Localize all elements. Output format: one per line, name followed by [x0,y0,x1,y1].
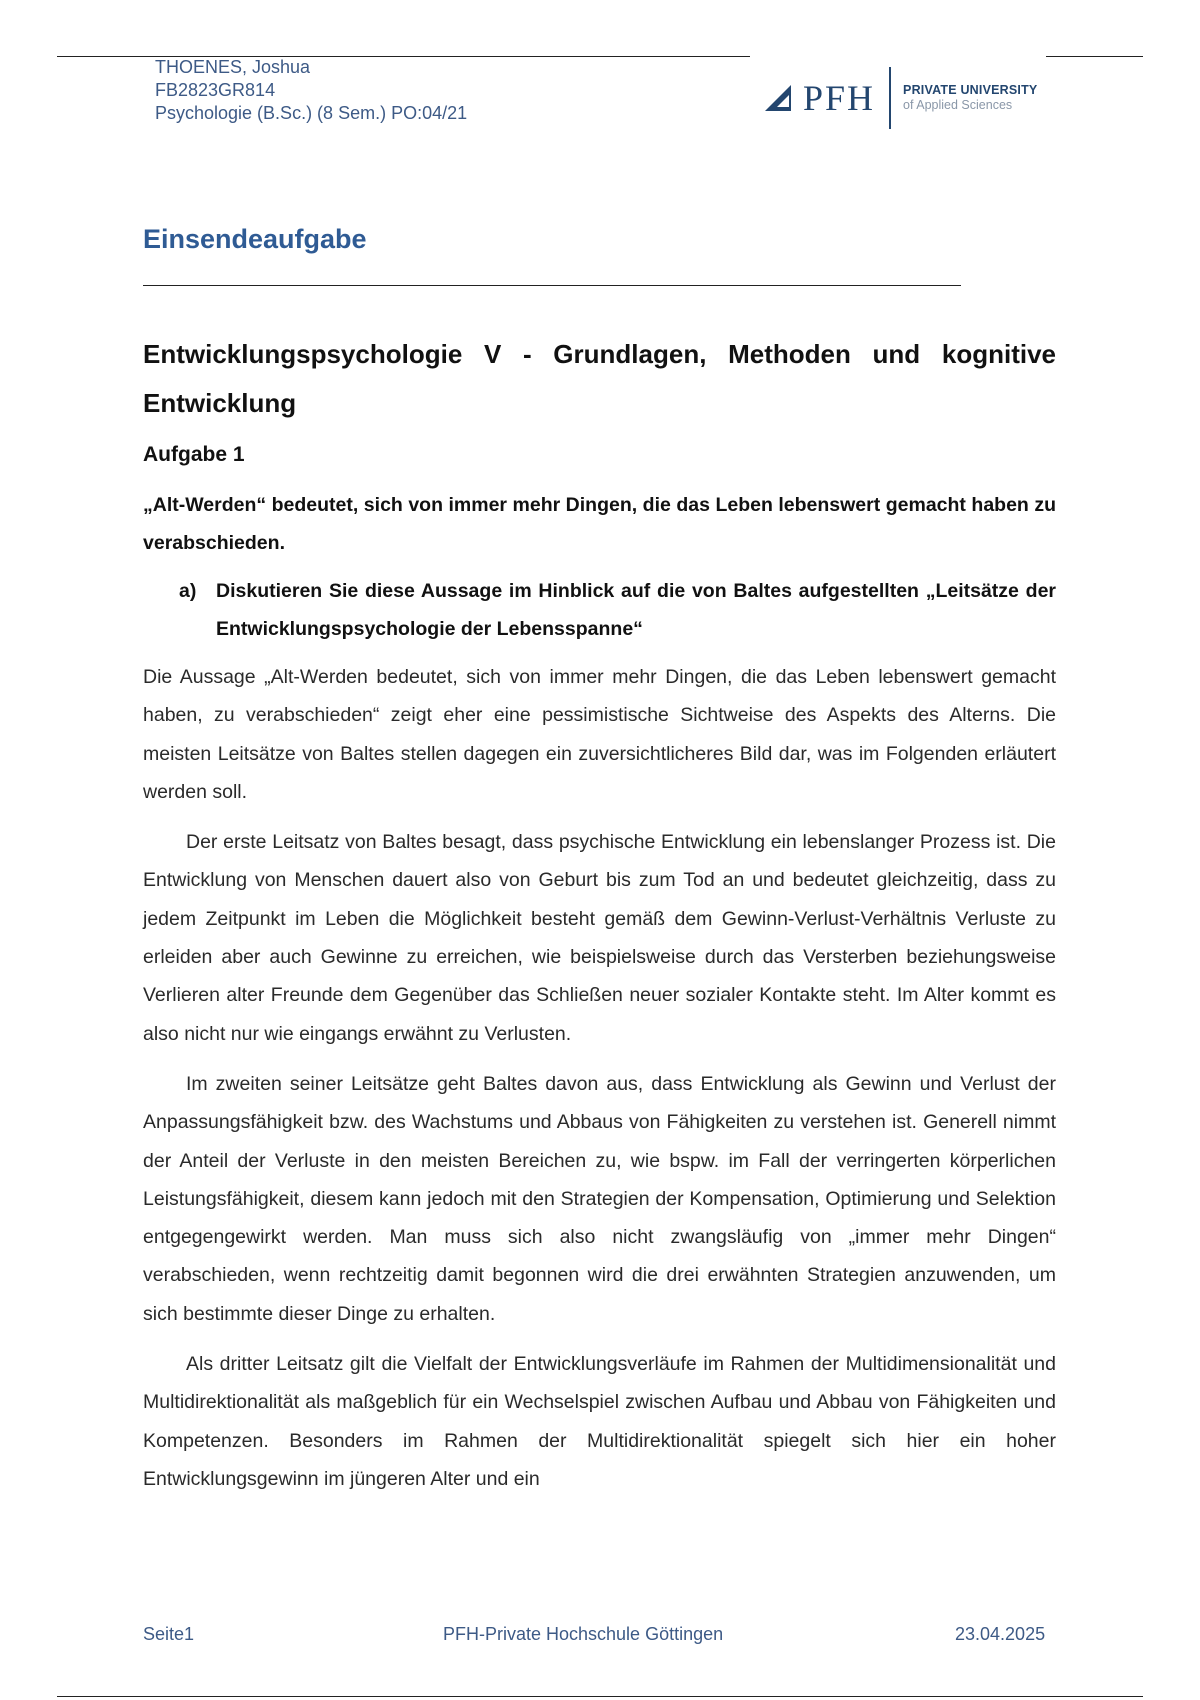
footer-institution: PFH-Private Hochschule Göttingen [443,1624,724,1644]
question-letter: a) [179,580,197,602]
logo-subtitle [903,83,1037,113]
logo-line-2: of Applied Sciences [903,98,1013,112]
header-info [155,56,467,125]
paragraph-1: Die Aussage „Alt-Werden bedeutet, sich von immer mehr Dingen, die das Leben lebenswert gemacht haben, zu verabschieden“ zeigt eher eine pessimistische Sichtweise des Aspekts des Alterns. Die meisten Leitsätze von Baltes stellen dagegen ein zuversichtlicheres Bild dar, was im Folgenden erläutert werden soll. [143,666,1056,803]
footer-rule [57,1696,1143,1697]
footer-date: 23.04.2025 [955,1624,1046,1644]
paragraph-3: Im zweiten seiner Leitsätze geht Baltes davon aus, dass Entwicklung als Gewinn und Verlust der Anpassungsfähigkeit bzw. des Wachstums und Abbaus von Fähigkeiten zu verstehen ist. Generell nimmt der Anteil der Verluste in den meisten Bereichen zu, wie bspw. im Fall der verringerten körperlichen Leistungsfähigkeit, diesem kann jedoch mit den Strategien der Kompensation, Optimierung und Selektion entgegengewirkt werden. Man muss sich also nicht zwangsläufig von „immer mehr Dingen“ verabschieden, wenn rechtzeitig damit begonnen wird die drei erwähnten Strategien anzuwenden, um sich bestimmte dieser Dinge zu erhalten. [143,1072,1056,1325]
logo-text: PFH [803,78,876,118]
student-name: THOENES, Joshua [155,57,311,77]
document-type: Einsendeaufgabe [143,224,367,254]
logo-line-1: PRIVATE UNIVERSITY [903,83,1038,97]
logo-separator [889,67,891,129]
pfh-logo [765,67,1037,129]
task-statement: „Alt-Werden“ bedeutet, sich von immer mehr Dingen, die das Leben lebenswert gemacht haben zu verabschieden. [143,494,1056,554]
kicker-rule [143,285,961,286]
study-program: Psychologie (B.Sc.) (8 Sem.) PO:04/21 [155,103,468,123]
header-rule-right [1046,56,1143,57]
footer-page-number: Seite1 [143,1624,195,1644]
pfh-logo-mark-icon [765,85,791,111]
question-a [179,572,1056,648]
document-body [143,330,1056,1510]
student-code: FB2823GR814 [155,80,276,100]
task-heading: Aufgabe 1 [143,443,245,466]
paragraph-2: Der erste Leitsatz von Baltes besagt, dass psychische Entwicklung ein lebenslanger Prozess ist. Die Entwicklung von Menschen dauert also von Geburt bis zum Tod an und bedeutet gleichzeitig, dass zu jedem Zeitpunkt im Leben die Möglichkeit besteht gemäß dem Gewinn-Verlust-Verhältnis Verluste zu erleiden aber auch Gewinne zu erreichen, wie beispielsweise durch das Versterben beziehungsweise Verlieren alter Freunde dem Gegenüber das Schließen neuer sozialer Kontakte steht. Im Alter kommt es also nicht nur wie eingangs erwähnt zu Verlusten. [143,831,1056,1045]
document-title: Entwicklungspsychologie V - Grundlagen, Methoden und kognitive Entwicklung [143,339,1056,418]
paragraph-4: Als dritter Leitsatz gilt die Vielfalt der Entwicklungsverläufe im Rahmen der Multidimensionalität und Multidirektionalität als maßgeblich für ein Wechselspiel zwischen Aufbau und Abbau von Fähigkeiten und Kompetenzen. Besonders im Rahmen der Multidirektionalität spiegelt sich hier ein hoher Entwicklungsgewinn im jüngeren Alter und ein [143,1353,1056,1490]
question-text: Diskutieren Sie diese Aussage im Hinblick auf die von Baltes aufgestellten „Leitsätze der Entwicklungspsychologie der Lebensspanne“ [216,580,1056,640]
